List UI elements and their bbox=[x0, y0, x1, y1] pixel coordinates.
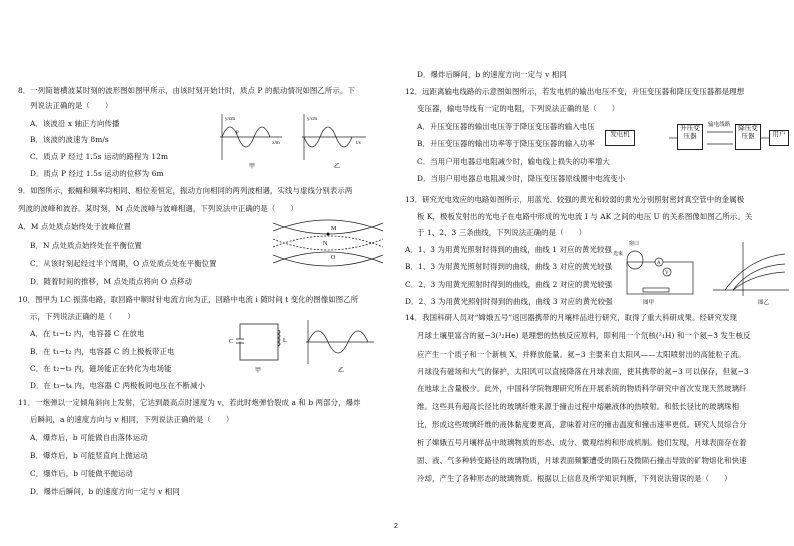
q9-stem-line1: 9．如图所示，振幅和频率均相同、相位差恒定，振动方向相同的两列波相遇，实线与虚线分别表示两 bbox=[18, 186, 353, 195]
q11-option-b[interactable]: B．爆炸后，b 可能竖直向上抛运动 bbox=[30, 451, 148, 460]
q11-stem-line1: 11．一炮弹以一定倾角斜向上发射，它达到最高点时速度为 v，若此时炮弹恰裂成 a 和 b 两部分，爆炸 bbox=[18, 398, 361, 407]
q10-current-graph bbox=[306, 320, 374, 374]
q8-figure-jia bbox=[220, 114, 282, 170]
q10-figures bbox=[228, 316, 378, 376]
q8-option-b[interactable]: B．该波的波速为 8m/s bbox=[30, 135, 109, 144]
q8-fig1-caption: 甲 bbox=[249, 164, 256, 170]
q8-xlabel2: t/s bbox=[356, 141, 361, 146]
step-up-transformer-box: 升压变压器 bbox=[677, 124, 703, 150]
q11-option-d[interactable]: D．爆炸后瞬间，b 的速度方向一定与 v 相同 bbox=[30, 487, 180, 496]
svg-text:A: A bbox=[657, 261, 661, 266]
user-box: 用户 bbox=[769, 130, 789, 146]
generator-box: 发电机 bbox=[605, 130, 635, 146]
q9-option-c[interactable]: C．从该时刻起经过半个周期，O 点处质点处在平衡位置 bbox=[30, 259, 217, 268]
q8-figure-yi bbox=[302, 114, 366, 170]
q10-stem-line1: 10．图甲为 LC 振荡电路，取回路中顺时针电流方向为正，回路中电流 i 随时间 t 变化的图像如图乙所 bbox=[18, 295, 359, 304]
q11-option-d-continued[interactable]: D．爆炸后瞬间，b 的速度方向一定与 v 相同 bbox=[417, 70, 567, 79]
page-number: 2 bbox=[394, 523, 398, 530]
q13-window-label: 窗口 bbox=[629, 242, 640, 247]
q13-stem-line1: 13．研究光电效应的电路如图所示，用蓝光、较强的黄光和较弱的黄光分别照射密封真空管中的金属极 bbox=[405, 195, 745, 204]
q9-label-o: O bbox=[331, 255, 336, 261]
q8-wave-figures bbox=[216, 112, 376, 170]
q10-option-d[interactable]: D．在 t₃~t₄ 内，电容器 C 两极板间电压在不断减小 bbox=[30, 381, 205, 390]
q14-line4: 月球没有磁场和大气的保护，太阳风可以直接降落在月球表面，使其携带的氦−3 可以保存，但氦−3 bbox=[417, 367, 749, 376]
q13-fig2-caption: 图乙 bbox=[758, 300, 770, 306]
step-down-transformer-box: 降压变压器 bbox=[735, 124, 761, 150]
q12-stem-line1: 12．远距离输电线路的示意图如图所示，若发电机的输出电压不变，升压变压器和降压变压器都是理想 bbox=[405, 87, 745, 96]
q11-option-a[interactable]: A．爆炸后，b 可能做自由落体运动 bbox=[30, 433, 148, 442]
q12-option-d[interactable]: D．当用户用电器总电阻减少时，降压变压器原线圈中电流变小 bbox=[417, 174, 626, 183]
q14-line3: 应产生一个质子和一个新核 X，并释放能量。氦−3 主要来自太阳风——太阳喷射出的高能粒子流。 bbox=[417, 350, 746, 359]
q10-option-c[interactable]: C．在 t₂~t₃ 内，磁场能正在转化为电场能 bbox=[30, 364, 172, 373]
q11-stem-line2: 后瞬间，a 的速度方向与 v 相同，下列说法正确的是（ ） bbox=[30, 415, 234, 424]
q8-ylabel: y/cm bbox=[225, 117, 235, 122]
q13-fig1-caption: 图甲 bbox=[643, 300, 655, 306]
q9-option-b[interactable]: B．N 点处质点始终处在平衡位置 bbox=[30, 241, 142, 250]
q12-option-c[interactable]: C．当用户用电器总电阻减少时，输电线上损失的功率增大 bbox=[417, 157, 611, 166]
q8-p-label: P bbox=[236, 131, 239, 136]
q10-option-a[interactable]: A．在 t₁~t₂ 内，电容器 C 在放电 bbox=[30, 329, 145, 338]
q13-light-label: 光束 bbox=[613, 252, 624, 257]
q13-option-c[interactable]: C．2、3 为用黄光照射时得到的曲线，曲线 2 对应的黄光较强 bbox=[405, 280, 613, 289]
q14-line8: 析了嫦娥五号月壤样品中玻璃物质的形态、成分、微观结构和形成机制。他们发现，月球表面存在着 bbox=[417, 438, 747, 447]
q8-fig2-caption: 乙 bbox=[334, 164, 341, 170]
q12-option-b[interactable]: B．升压变压器的输出功率等于降压变压器的输入功率 bbox=[417, 139, 595, 148]
q13-option-a[interactable]: A．1、3 为用黄光照射时得到的曲线，曲线 1 对应的黄光较强 bbox=[405, 245, 612, 254]
q13-stem-line2: 板 K，极板发射出的光电子在电路中形成的光电流 I 与 AK 之间的电压 U 的关系图像如图乙所示。关 bbox=[417, 212, 753, 221]
q10-option-b[interactable]: B．在 t₁~t₂ 内，电容器 C 的上极板带正电 bbox=[30, 347, 175, 356]
q14-line6: 维。这些具有超高长径比的玻璃纤维来源于撞击过程中熔融液体的热喷射。和低长径比的玻璃珠相 bbox=[417, 402, 740, 411]
q11-option-c[interactable]: C．爆炸后，b 可能做平抛运动 bbox=[30, 469, 133, 478]
q10-stem-line2: 示，下列说法正确的是（ ） bbox=[30, 312, 135, 321]
q8-ylabel2: y/cm bbox=[307, 117, 317, 122]
right-column bbox=[405, 0, 785, 546]
q8-option-a[interactable]: A．该波沿 x 轴正方向传播 bbox=[30, 119, 120, 128]
svg-text:V: V bbox=[665, 271, 669, 276]
q9-label-n: N bbox=[323, 241, 328, 247]
q9-option-a[interactable]: A．M 点处质点始终处于波峰位置 bbox=[18, 222, 131, 231]
q9-option-d[interactable]: D．随着时间的推移，M 点处质点将向 O 点移动 bbox=[30, 277, 193, 286]
q12-stem-line2: 变压器，输电导线有一定的电阻，下列说法正确的是（ ） bbox=[417, 104, 620, 113]
q10-fig1-caption: 甲 bbox=[255, 368, 262, 374]
q8-xlabel1: x/m bbox=[272, 141, 280, 146]
q14-line10: 冷却，产生了各种形态的玻璃物质。根据以上信息及所学知识判断，下列说法错误的是（ ） bbox=[417, 474, 732, 483]
q13-figures bbox=[613, 238, 791, 306]
q14-line2: 月球土壤里富含的氦−3(³₂He) 是理想的热核反应原料，即利用一个氘核(²₁H) 和一个氦−3 发生核反 bbox=[417, 331, 751, 340]
q9-label-m: M bbox=[331, 226, 337, 232]
q8-option-c[interactable]: C．质点 P 经过 1.5s 运动的路程为 12m bbox=[30, 152, 169, 161]
q9-stem-line2: 列波的波峰和波谷。某时刻，M 点处波峰与波峰相遇，下列说法中正确的是（ ） bbox=[18, 204, 298, 213]
transmission-line-label: 输电线路 bbox=[708, 122, 731, 128]
q13-circuit-figure bbox=[613, 240, 693, 306]
q13-option-b[interactable]: B．1、3 为用黄光照射时得到的曲线，曲线 3 对应的黄光较强 bbox=[405, 262, 613, 271]
q14-line7: 比，形成这些玻璃纤维的液体黏度要更高，意味着对应的撞击温度和撞击速率更低。研究人员综合分 bbox=[417, 420, 747, 429]
q9-interference-figure bbox=[273, 213, 383, 281]
q12-option-a[interactable]: A．升压变压器的输出电压等于降压变压器的输入电压 bbox=[417, 122, 595, 131]
q10-cap-label: C bbox=[229, 339, 234, 345]
left-column bbox=[18, 0, 398, 546]
q13-iu-graph bbox=[713, 242, 789, 306]
q14-line1: 14．我国科研人员对“嫦娥五号”返回器携带的月壤样品进行研究，取得了重大科研成果。经研究发现 bbox=[405, 313, 737, 322]
q10-ind-label: L bbox=[283, 338, 287, 344]
q14-line5: 在地球上含量极少。此外，中国科学院物理研究所在开展系统的物质科学研究中首次发现天然玻璃纤 bbox=[417, 384, 747, 393]
q10-fig2-caption: 乙 bbox=[338, 368, 345, 374]
q8-stem-line2: 列说法正确的是（ ） bbox=[30, 101, 113, 110]
q8-option-d[interactable]: D．质点 P 经过 1.5s 运动的位移为 6m bbox=[30, 169, 164, 178]
q13-stem-line3: 于 1、2、3 三条曲线，下列说法正确的是（ ） bbox=[417, 228, 587, 237]
q10-lc-circuit bbox=[229, 324, 287, 374]
q14-line9: 固、液、气多种转变路径的玻璃物质，月球表面频繁遭受的陨石及微陨石撞击导致的矿物熔化和快速 bbox=[417, 456, 747, 465]
q8-stem-line1: 8．一列简谐横波某时刻的波形图如图甲所示，由该时刻开始计时，质点 P 的振动情况如图乙所示。下 bbox=[18, 86, 355, 95]
q13-option-d[interactable]: D．2、3 为用黄光照射时得到的曲线，曲线 3 对应的黄光较强 bbox=[405, 297, 613, 306]
